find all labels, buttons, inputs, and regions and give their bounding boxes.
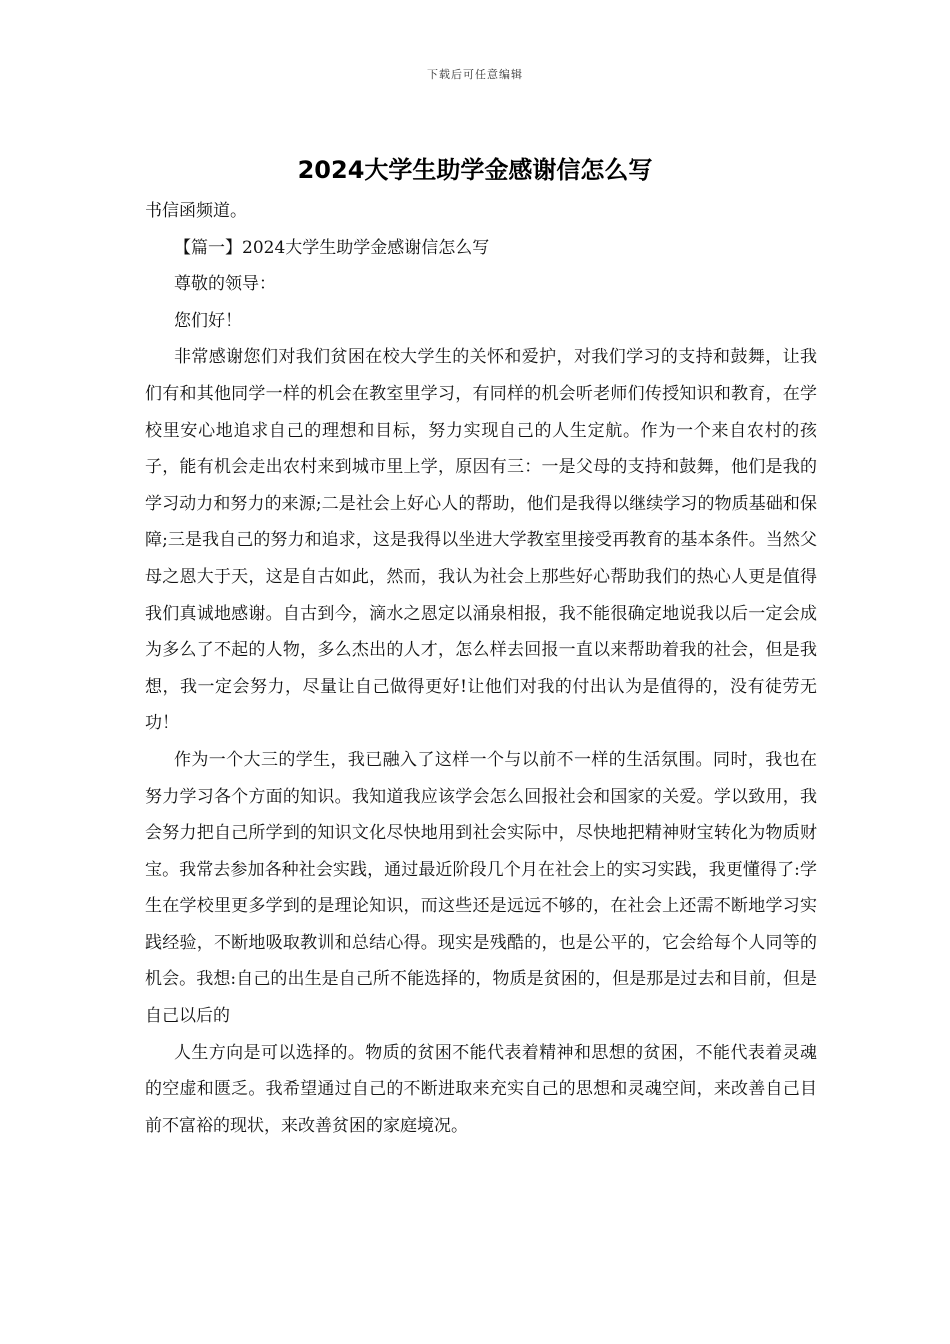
- document-title: 2024大学生助学金感谢信怎么写: [297, 156, 653, 184]
- document-body: [145, 193, 817, 1144]
- body-paragraph: 人生方向是可以选择的。物质的贫困不能代表着精神和思想的贫困，不能代表着灵魂的空虚和匮乏。我希望通过自己的不断进取来充实自己的思想和灵魂空间，来改善自己目前不富裕的现状，来改善贫困的家庭境况。: [145, 1042, 817, 1136]
- section-heading: 【篇一】2024大学生助学金感谢信怎么写: [174, 237, 490, 258]
- greeting: 您们好！: [174, 310, 242, 331]
- salutation: 尊敬的领导：: [174, 274, 276, 295]
- intro-line: 书信函频道。: [145, 201, 247, 221]
- body-paragraph: 作为一个大三的学生，我已融入了这样一个与以前不一样的生活氛围。同时，我也在努力学习各个方面的知识。我知道我应该学会怎么回报社会和国家的关爱。学以致用，我会努力把自己所学到的知识文化尽快地用到社会实际中，尽快地把精神财宝转化为物质财宝。我常去参加各种社会实践，通过最近阶段几个月在社会上的实习实践，我更懂得了:学生在学校里更多学到的是理论知识，而这些还是远远不够的，在社会上还需不断地学习实践经验，不断地吸取教训和总结心得。现实是残酷的，也是公平的，它会给每个人同等的机会。我想:自己的出生是自己所不能选择的，物质是贫困的，但是那是过去和目前，但是自己以后的: [145, 749, 817, 1027]
- body-paragraph: 非常感谢您们对我们贫困在校大学生的关怀和爱护，对我们学习的支持和鼓舞，让我们有和其他同学一样的机会在教室里学习，有同样的机会听老师们传授知识和教育，在学校里安心地追求自己的理想和目标，努力实现自己的人生定航。作为一个来自农村的孩子，能有机会走出农村来到城市里上学，原因有三：一是父母的支持和鼓舞，他们是我的学习动力和努力的来源;二是社会上好心人的帮助，他们是我得以继续学习的物质基础和保障;三是我自己的努力和追求，这是我得以坐进大学教室里接受再教育的基本条件。当然父母之恩大于天，这是自古如此，然而，我认为社会上那些好心帮助我们的热心人更是值得我们真诚地感谢。自古到今，滴水之恩定以涌泉相报，我不能很确定地说我以后一定会成为多么了不起的人物，多么杰出的人才，怎么样去回报一直以来帮助着我的社会，但是我想，我一定会努力，尽量让自己做得更好!让他们对我的付出认为是值得的，没有徒劳无功！: [145, 347, 817, 734]
- page-header-note: 下载后可任意编辑: [427, 68, 523, 81]
